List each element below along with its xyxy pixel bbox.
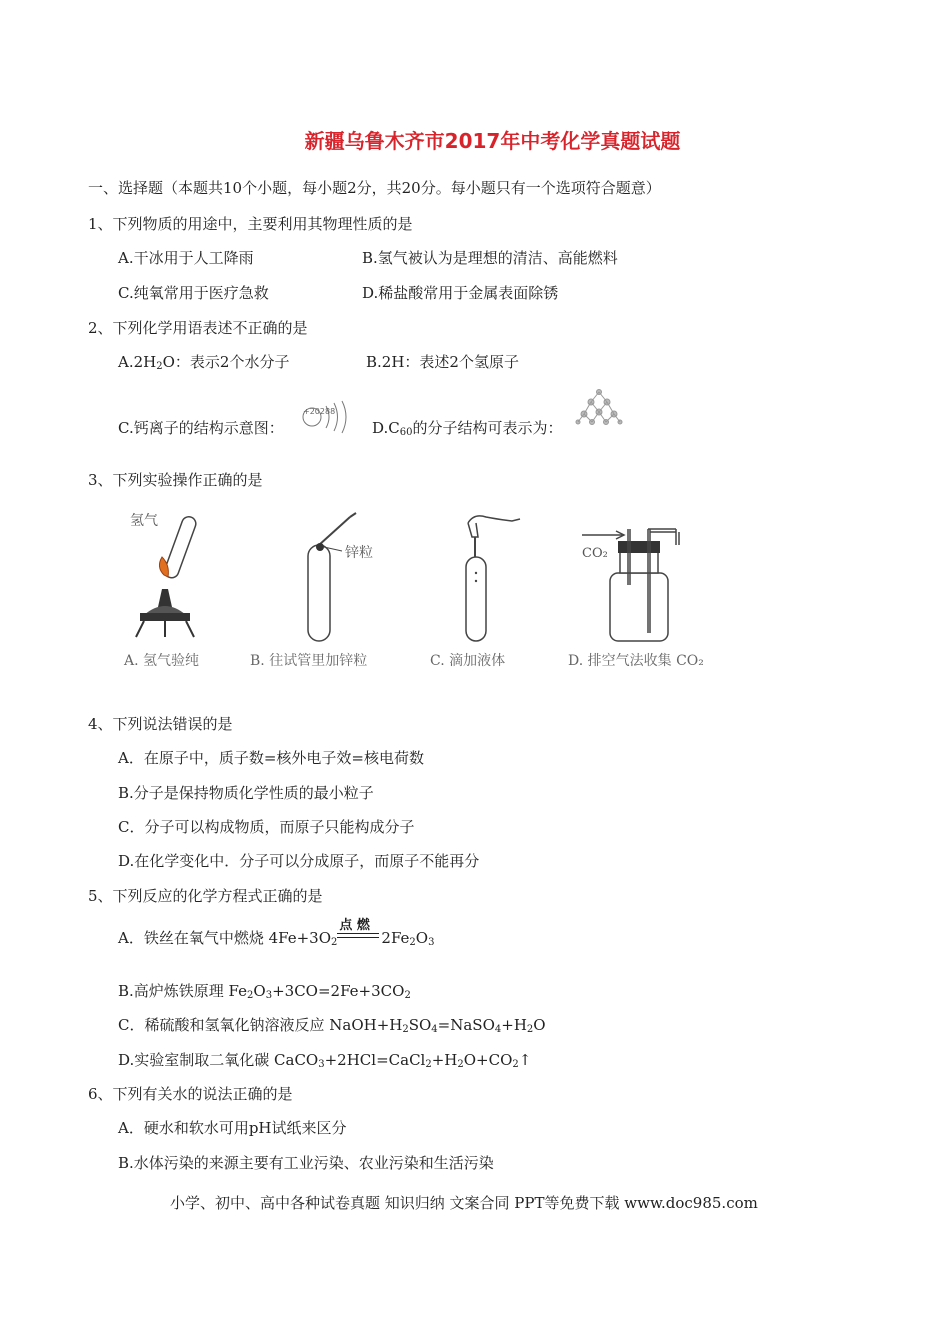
page-title: 新疆乌鲁木齐市2017年中考化学真题试题 [304,129,681,153]
question-5-stem: 5、下列反应的化学方程式正确的是 [88,887,323,905]
q1-option-a: A.干冰用于人工降雨 [118,249,254,267]
caption-d: D. 排空气法收集 CO₂ [568,653,704,669]
q2-option-d: $D.C_{60}$的分子结构可表示为： [372,419,563,438]
q5-option-d: D.实验室制取二氧化碳 $CaCO_3+2HCl=CaCl_2+H_2O+CO_2↑$ [118,1051,532,1070]
q2-option-c: C.钙离子的结构示意图： [118,419,284,437]
q1-option-d: D.稀盐酸常用于金属表面除锈 [362,284,559,302]
q1-option-b: B.氢气被认为是理想的清洁、高能燃料 [362,249,618,267]
label-zinc: 锌粒 [345,545,373,561]
experiment-c-dropping-liquid [440,505,540,645]
label-hydrogen: 氢气 [130,513,158,529]
q6-option-a: A．硬水和软水可用pH试纸来区分 [118,1119,347,1137]
question-1-stem: 1、下列物质的用途中，主要利用其物理性质的是 [88,215,413,233]
q4-option-d: D.在化学变化中．分子可以分成原子，而原子不能再分 [118,852,480,870]
ion-label: +20288 [303,407,336,416]
c60-structure-icon [574,386,624,428]
q5-option-b: B.高炉炼铁原理 $Fe_2O_3+3CO=2Fe+3CO_2$ [118,982,411,1001]
question-2-stem: 2、下列化学用语表述不正确的是 [88,319,308,337]
q1-option-c: C.纯氧常用于医疗急救 [118,284,269,302]
question-4-stem: 4、下列说法错误的是 [88,715,233,733]
q6-option-b: B.水体污染的来源主要有工业污染、农业污染和生活污染 [118,1154,494,1172]
q2-option-a: $A.2H_2O$：表示2个水分子 [118,353,290,372]
question-6-stem: 6、下列有关水的说法正确的是 [88,1085,293,1103]
q4-option-c: C．分子可以构成物质，而原子只能构成分子 [118,818,415,836]
experiment-a-hydrogen-purity-test [120,505,230,645]
caption-a: A. 氢气验纯 [124,653,200,669]
calcium-ion-structure-diagram [296,398,358,436]
question-3-stem: 3、下列实验操作正确的是 [88,471,263,489]
q2-option-b: B.2H：表述2个氢原子 [366,353,519,371]
experiment-d-collect-co2 [580,505,700,645]
q5-option-c: C．稀硫酸和氢氧化钠溶液反应 $NaOH+H_2SO_4=NaSO_4+H_2O$ [118,1016,546,1035]
label-co2: CO₂ [582,546,608,561]
experiment-b-adding-zinc [290,505,400,645]
footer-link-text: 小学、初中、高中各种试卷真题 知识归纳 文案合同 PPT等免费下载 www.doc985.com [170,1194,758,1212]
section-heading: 一、选择题（本题共10个小题，每小题2分，共20分。每小题只有一个选项符合题意） [88,179,661,197]
q4-option-a: A．在原子中，质子数=核外电子效=核电荷数 [118,749,424,767]
q5-option-a: A．铁丝在氧气中燃烧 $4Fe+3O_2$ 点 燃 $2Fe_2O_3$ [118,918,435,948]
reaction-condition-arrow: 点 燃 [337,928,381,948]
caption-c: C. 滴加液体 [430,653,506,669]
caption-b: B. 往试管里加锌粒 [250,653,368,669]
q4-option-b: B.分子是保持物质化学性质的最小粒子 [118,784,374,802]
